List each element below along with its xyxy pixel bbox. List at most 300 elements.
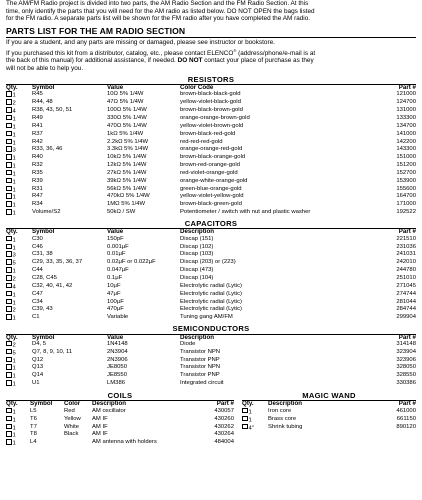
checkbox-icon <box>242 416 248 422</box>
cell-symbol: C1 <box>32 314 40 321</box>
checkbox-icon <box>6 115 12 121</box>
col-header-description: Description <box>180 334 215 341</box>
qty-value: 1 <box>12 171 16 178</box>
section-title-magic-wand: MAGIC WAND <box>242 391 416 402</box>
table-row <box>6 162 416 170</box>
qty-value: 1 <box>12 365 16 372</box>
cell-symbol: Volume/S2 <box>32 209 61 216</box>
checkbox-icon <box>6 236 12 242</box>
checkbox-icon <box>6 91 12 97</box>
cell-part: 323906 <box>396 356 416 363</box>
cell-part: 151200 <box>396 162 416 169</box>
cell-part: 430057 <box>214 407 234 414</box>
checkbox-icon <box>6 146 12 152</box>
cell-desc: Shrink tubing <box>268 423 303 430</box>
table-row <box>6 408 234 416</box>
intro-line: for the FM radio. A separate parts list will be shown for the FM radio after you have completed the AM radio. <box>6 15 311 23</box>
cell-qty <box>6 349 32 357</box>
qty-value: 1 <box>12 163 16 170</box>
cell-part: 221510 <box>396 235 416 242</box>
table-row <box>6 341 416 349</box>
cell-symbol: R40 <box>32 154 43 161</box>
table-row <box>6 364 416 372</box>
qty-value: 1 <box>12 409 16 416</box>
checkbox-icon <box>6 291 12 297</box>
cell-desc: Discap (104) <box>180 275 214 282</box>
table-row <box>6 123 416 131</box>
cell-qty <box>6 115 32 123</box>
cell-part: 314148 <box>396 340 416 347</box>
cell-desc: Transistor PNP <box>180 372 220 379</box>
qty-value: 1 <box>12 124 16 131</box>
checkbox-icon <box>6 107 12 113</box>
checkbox-icon <box>6 131 12 137</box>
cell-value: JE8550 <box>107 372 127 379</box>
table-row <box>6 291 416 299</box>
cell-symbol: Q13 <box>32 364 44 371</box>
checkbox-icon <box>6 357 12 363</box>
cell-desc: orange-orange-brown-gold <box>180 114 250 121</box>
col-header-part: Part # <box>216 401 234 408</box>
table-row <box>6 349 416 357</box>
cell-value: 2N3904 <box>107 348 128 355</box>
table-row <box>6 236 416 244</box>
cell-part: 244780 <box>396 267 416 274</box>
table-row <box>6 416 234 424</box>
cell-value: 0.02μF or 0.022μF <box>107 259 156 266</box>
cell-symbol: T7 <box>30 423 37 430</box>
intro-paragraph <box>6 0 416 23</box>
cell-desc: Discap (203) or (223) <box>180 259 236 266</box>
cell-desc: brown-black-orange-gold <box>180 154 246 161</box>
cell-qty <box>6 170 32 178</box>
cell-desc: yellow-violet-brown-gold <box>180 122 244 129</box>
table-row <box>6 275 416 283</box>
cell-qty <box>6 416 30 424</box>
cell-symbol: R42 <box>32 138 43 145</box>
cell-desc: Transistor NPN <box>180 348 221 355</box>
checkbox-icon <box>6 349 12 355</box>
cell-desc: Electrolytic radial (Lytic) <box>180 298 242 305</box>
cell-symbol: C44 <box>32 267 43 274</box>
cell-part: 231036 <box>396 243 416 250</box>
col-header-value: Value <box>107 334 124 341</box>
cell-qty <box>6 306 32 314</box>
note-line <box>6 47 416 58</box>
cell-desc: Discap (102) <box>180 243 214 250</box>
cell-qty <box>6 201 32 209</box>
cell-part: 155600 <box>396 185 416 192</box>
qty-value: 1 <box>12 268 16 275</box>
cell-part: 271045 <box>396 282 416 289</box>
col-header-qty: Qty. <box>6 401 18 408</box>
col-header-part: Part # <box>398 229 416 236</box>
checkbox-icon <box>6 267 12 273</box>
cell-part: 323904 <box>396 348 416 355</box>
cell-qty <box>6 267 32 275</box>
cell-symbol: U1 <box>32 380 40 387</box>
qty-value: 1 <box>12 179 16 186</box>
intro-line: time, only identify the parts that you will need for the AM radio as listed below. DO NOT OPEN the bags listed <box>6 7 315 15</box>
checkbox-icon <box>6 154 12 160</box>
cell-value: 12kΩ 5% 1/4W <box>107 162 147 169</box>
col-header-symbol: Symbol <box>30 401 53 408</box>
checkbox-icon <box>6 283 12 289</box>
checkbox-icon <box>6 99 12 105</box>
table-row <box>6 139 416 147</box>
table-row <box>6 91 416 99</box>
table-row <box>6 299 416 307</box>
cell-part: 661150 <box>396 415 416 422</box>
cell-desc: yellow-violet-black-gold <box>180 99 241 106</box>
cell-part: 251010 <box>396 275 416 282</box>
cell-qty <box>6 99 32 107</box>
qty-value: 1 <box>12 381 16 388</box>
checkbox-icon <box>6 314 12 320</box>
qty-value: 1 <box>12 187 16 194</box>
cell-desc: brown-black-brown-gold <box>180 107 243 114</box>
qty-value: 1 <box>12 237 16 244</box>
table-row <box>6 259 416 267</box>
checkbox-icon <box>6 170 12 176</box>
cell-qty <box>6 146 32 154</box>
cell-part: 430262 <box>214 423 234 430</box>
checkbox-icon <box>6 439 12 445</box>
cell-desc: Discap (103) <box>180 251 214 258</box>
col-header-qty: Qty. <box>6 85 18 92</box>
parts-list-title: PARTS LIST FOR THE AM RADIO SECTION <box>6 26 416 38</box>
table-row <box>6 107 416 115</box>
checkbox-icon <box>6 380 12 386</box>
cell-qty <box>6 439 30 447</box>
qty-value: 4 <box>12 284 16 291</box>
table-row <box>242 416 416 424</box>
cell-part: 284744 <box>396 306 416 313</box>
cell-desc: orange-orange-red-gold <box>180 146 243 153</box>
table-row <box>6 306 416 314</box>
cell-qty <box>242 416 268 424</box>
bottom-sections <box>6 389 416 447</box>
cell-desc: AM IF <box>92 423 108 430</box>
cell-part: 328050 <box>396 364 416 371</box>
cell-part: 274744 <box>396 290 416 297</box>
cell-desc: Transistor PNP <box>180 356 220 363</box>
cell-value: 47Ω 5% 1/4W <box>107 99 144 106</box>
cell-desc: red-violet-orange-gold <box>180 169 238 176</box>
cell-symbol: R47 <box>32 193 43 200</box>
cell-qty <box>6 178 32 186</box>
qty-value: 1 <box>12 432 16 439</box>
col-header-part: Part # <box>398 401 416 408</box>
instructions <box>6 39 416 73</box>
qty-value: 1 <box>12 425 16 432</box>
checkbox-icon <box>6 193 12 199</box>
qty-value: 2 <box>12 307 16 314</box>
cell-desc: orange-white-orange-gold <box>180 177 248 184</box>
cell-value: 3.3kΩ 5% 1/4W <box>107 146 149 153</box>
cell-desc: brown-black-green-gold <box>180 201 242 208</box>
cell-part: 281044 <box>396 298 416 305</box>
semiconductors-table <box>6 335 416 388</box>
checkbox-icon <box>6 416 12 422</box>
checkbox-icon <box>6 364 12 370</box>
col-header-qty: Qty. <box>242 401 254 408</box>
magic-wand-table <box>242 401 416 431</box>
cell-part: 890120 <box>396 423 416 430</box>
table-row <box>6 99 416 107</box>
cell-part: 151000 <box>396 154 416 161</box>
table-row <box>6 154 416 162</box>
cell-desc: yellow-violet-yellow-gold <box>180 193 244 200</box>
cell-desc: Electrolytic radial (Lytic) <box>180 290 242 297</box>
checkbox-icon <box>242 424 248 430</box>
cell-value: 0.01μF <box>107 251 126 258</box>
resistors-table <box>6 85 416 217</box>
cell-part: 171000 <box>396 201 416 208</box>
cell-symbol: C28, C45 <box>32 275 57 282</box>
cell-desc: Transistor NPN <box>180 364 221 371</box>
cell-symbol: Q7, 8, 9, 10, 11 <box>32 348 73 355</box>
qty-value: 1 <box>12 194 16 201</box>
qty-value: 1 <box>12 417 16 424</box>
table-row <box>6 244 416 252</box>
cell-qty <box>6 314 32 322</box>
cell-qty <box>6 424 30 432</box>
qty-value: 1 <box>12 315 16 322</box>
coils-table <box>6 401 234 447</box>
cell-symbol: C32, 40, 41, 42 <box>32 282 73 289</box>
cell-qty <box>6 380 32 388</box>
checkbox-icon <box>6 275 12 281</box>
checkbox-icon <box>6 408 12 414</box>
cell-qty <box>6 193 32 201</box>
checkbox-icon <box>6 306 12 312</box>
qty-value: 2 <box>12 342 16 349</box>
cell-part: 328550 <box>396 372 416 379</box>
cell-qty <box>6 372 32 380</box>
cell-desc: AM IF <box>92 415 108 422</box>
cell-symbol: C30 <box>32 235 43 242</box>
cell-part: 131000 <box>396 107 416 114</box>
cell-qty <box>6 431 30 439</box>
cell-value: 27kΩ 5% 1/4W <box>107 169 147 176</box>
cell-symbol: C46 <box>32 243 43 250</box>
cell-symbol: C29, 33, 35, 36, 37 <box>32 259 83 266</box>
cell-value: 0.001μF <box>107 243 129 250</box>
cell-qty <box>6 357 32 365</box>
cell-part: 133300 <box>396 114 416 121</box>
cell-desc: Brass core <box>268 415 297 422</box>
cell-value: 39kΩ 5% 1/4W <box>107 177 147 184</box>
table-row <box>6 146 416 154</box>
cell-part: 153900 <box>396 177 416 184</box>
cell-value: 0.1μF <box>107 275 123 282</box>
checkbox-icon <box>6 201 12 207</box>
cell-symbol: D4, 5 <box>32 340 47 347</box>
magic-wand-section <box>242 389 416 447</box>
cell-part: 299904 <box>396 314 416 321</box>
cell-desc: Iron core <box>268 407 292 414</box>
cell-part: 141000 <box>396 130 416 137</box>
cell-symbol: Q14 <box>32 372 44 379</box>
cell-part: 192522 <box>396 209 416 216</box>
cell-value: 0.047μF <box>107 267 129 274</box>
qty-value: 1 <box>12 300 16 307</box>
col-header-qty: Qty. <box>6 334 18 341</box>
cell-color <box>64 439 92 447</box>
note-text: the back of this manual) for additional assistance, if needed. <box>6 57 178 65</box>
col-header-description: Description <box>268 401 303 408</box>
table-row <box>6 209 416 217</box>
cell-part: 430264 <box>214 431 234 438</box>
cell-qty <box>6 408 30 416</box>
qty-value: 1 <box>12 140 16 147</box>
qty-value: 1 <box>12 116 16 123</box>
col-header-description: Description <box>92 401 127 408</box>
cell-desc: brown-black-red-gold <box>180 130 236 137</box>
cell-symbol: R49 <box>32 114 43 121</box>
qty-value: 4 <box>12 108 16 115</box>
cell-color: Red <box>64 407 75 414</box>
cell-symbol: C31, 38 <box>32 251 53 258</box>
cell-desc: Integrated circuit <box>180 380 224 387</box>
qty-value: 1 <box>12 132 16 139</box>
qty-value: 1 <box>12 92 16 99</box>
cell-value: 100μF <box>107 298 124 305</box>
cell-qty <box>6 139 32 147</box>
cell-part: 143300 <box>396 146 416 153</box>
table-row <box>6 439 234 447</box>
cell-symbol: R31 <box>32 185 43 192</box>
qty-value: 3 <box>12 147 16 154</box>
cell-symbol: R37 <box>32 130 43 137</box>
cell-symbol: R44, 48 <box>32 99 53 106</box>
note-line <box>6 57 416 65</box>
note-text: contact your place of purchase as they <box>202 57 314 65</box>
section-title-semiconductors: SEMICONDUCTORS <box>6 324 416 335</box>
cell-symbol: Q12 <box>32 356 44 363</box>
cell-qty <box>6 131 32 139</box>
table-row <box>6 115 416 123</box>
cell-value: 10kΩ 5% 1/4W <box>107 154 147 161</box>
cell-desc: Electrolytic radial (Lytic) <box>180 282 242 289</box>
cell-value: 2.2kΩ 5% 1/4W <box>107 138 149 145</box>
table-row <box>6 283 416 291</box>
cell-value: 56kΩ 5% 1/4W <box>107 185 147 192</box>
qty-value: 2 <box>12 100 16 107</box>
cell-qty <box>6 107 32 115</box>
cell-part: 461000 <box>396 407 416 414</box>
cell-value: 47μF <box>107 290 121 297</box>
checkbox-icon <box>6 139 12 145</box>
qty-value: 1 <box>12 245 16 252</box>
cell-value: JE8050 <box>107 364 127 371</box>
cell-qty <box>6 123 32 131</box>
cell-value: 50kΩ / SW <box>107 209 136 216</box>
cell-desc: Diode <box>180 340 196 347</box>
qty-value: 1 <box>12 373 16 380</box>
qty-value: 1 <box>248 409 252 416</box>
cell-qty <box>6 364 32 372</box>
qty-value: 1 <box>12 210 16 217</box>
cell-value: 150pF <box>107 235 124 242</box>
col-header-value: Value <box>107 85 124 92</box>
cell-symbol: R41 <box>32 122 43 129</box>
qty-value: 5 <box>12 260 16 267</box>
cell-part: 121000 <box>396 91 416 98</box>
cell-value: 100Ω 5% 1/4W <box>107 107 147 114</box>
qty-value: 3 <box>12 252 16 259</box>
cell-desc: brown-black-black-gold <box>180 91 241 98</box>
cell-qty <box>6 186 32 194</box>
cell-desc: red-red-red-gold <box>180 138 223 145</box>
cell-qty <box>6 341 32 349</box>
col-header-part: Part # <box>398 334 416 341</box>
qty-value: 4" <box>248 425 254 432</box>
note-line: If you are a student, and any parts are missing or damaged, please see instructor or bookstore. <box>6 39 275 47</box>
table-row <box>6 372 416 380</box>
cell-value: 470Ω 5% 1/4W <box>107 122 147 129</box>
cell-part: 484004 <box>214 439 234 446</box>
cell-desc: AM oscillator <box>92 407 126 414</box>
cell-value: Variable <box>107 314 129 321</box>
cell-color: White <box>64 423 80 430</box>
checkbox-icon <box>6 244 12 250</box>
cell-qty <box>6 236 32 244</box>
table-row <box>6 424 234 432</box>
qty-value: 1 <box>12 358 16 365</box>
qty-value: 1 <box>12 440 16 447</box>
cell-part: 164700 <box>396 193 416 200</box>
capacitors-table <box>6 229 416 322</box>
table-row <box>6 186 416 194</box>
cell-desc: AM antenna with holders <box>92 439 157 446</box>
cell-qty <box>6 154 32 162</box>
qty-value: 1 <box>248 417 252 424</box>
cell-qty <box>6 209 32 217</box>
cell-qty <box>6 259 32 267</box>
section-title-coils: COILS <box>6 391 234 402</box>
cell-value: 1kΩ 5% 1/4W <box>107 130 144 137</box>
col-header-description: Description <box>180 229 215 236</box>
cell-symbol: T8 <box>30 431 37 438</box>
cell-qty <box>6 244 32 252</box>
cell-symbol: C47 <box>32 290 43 297</box>
cell-symbol: C39, 43 <box>32 306 53 313</box>
cell-desc: Potentiometer / switch with nut and plastic washer <box>180 209 311 216</box>
cell-part: 242010 <box>396 259 416 266</box>
checkbox-icon <box>6 259 12 265</box>
cell-desc: Discap (473) <box>180 267 214 274</box>
col-header-symbol: Symbol <box>32 229 55 236</box>
cell-qty <box>6 275 32 283</box>
cell-value: 2N3906 <box>107 356 128 363</box>
cell-value: 470μF <box>107 306 124 313</box>
col-header-value: Value <box>107 229 124 236</box>
cell-part: 142200 <box>396 138 416 145</box>
table-row <box>6 380 416 388</box>
checkbox-icon <box>6 424 12 430</box>
table-row <box>6 314 416 322</box>
cell-symbol: R34 <box>32 201 43 208</box>
cell-desc: Discap (151) <box>180 235 214 242</box>
table-row <box>6 251 416 259</box>
cell-value: LM386 <box>107 380 126 387</box>
cell-value: 330Ω 5% 1/4W <box>107 114 147 121</box>
cell-symbol: C34 <box>32 298 43 305</box>
table-row <box>6 201 416 209</box>
col-header-part: Part # <box>398 85 416 92</box>
